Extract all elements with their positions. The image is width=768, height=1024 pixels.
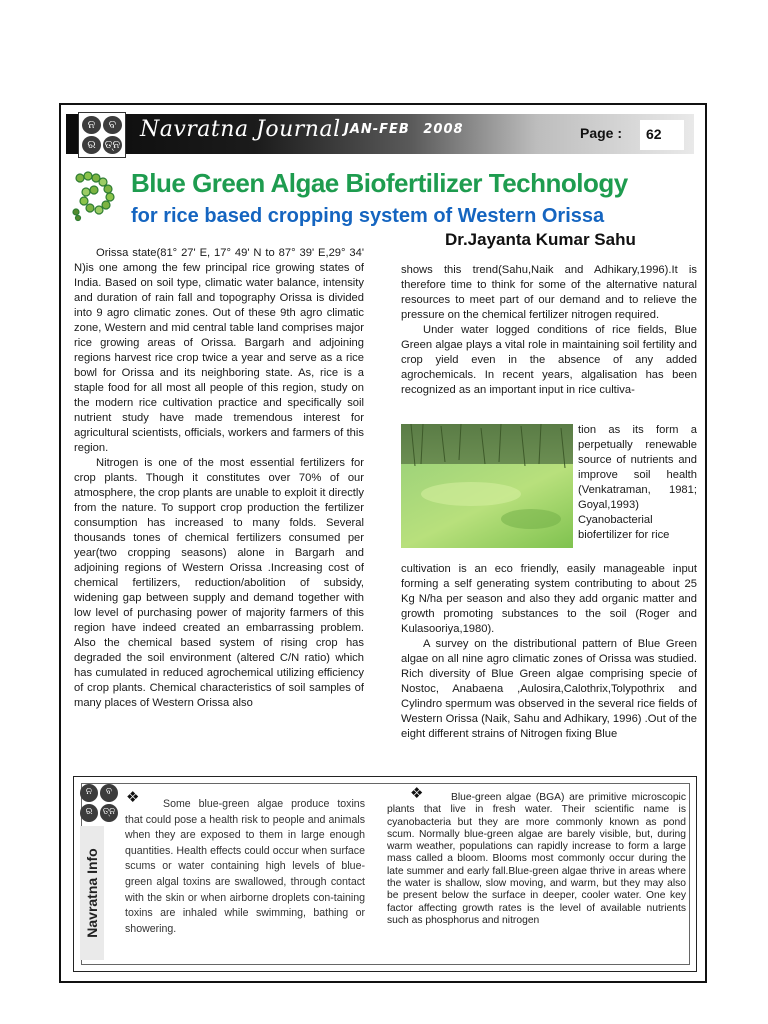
logo-glyph: ତ୍ନ: [100, 804, 118, 822]
paragraph: shows this trend(Sahu,Naik and Adhikary,1996).It is therefore time to think for some of the alternative natural resources to meet part of our demand and to relieve the pressure on the chemical fertilizer nitrogen required.: [401, 264, 697, 321]
article-title: Blue Green Algae Biofertilizer Technology: [131, 168, 628, 198]
logo-glyph: ବ: [100, 784, 118, 802]
text-beside-photo: [578, 423, 697, 543]
bullet-icon: ❖: [410, 784, 424, 802]
rice-field-photo: [401, 424, 573, 548]
logo-glyph: ର: [82, 136, 101, 154]
logo-glyph: ର: [80, 804, 98, 822]
page-number: 62: [646, 126, 662, 142]
paragraph: Nitrogen is one of the most essential fertilizers for crop plants. Though it constitutes over 70% of our atmosphere, the crop plants are unable to exploit it directly from the nature. To support crop production the fertilizer consumption has increased to many folds. Several thousands tones of chemical fertilizers consumed per year(two cropping seasons) alone in Bargarh and adjoining regions of Western Orissa .Increasing cost of chemical fertilizers, reduction/abolition of subsidy, widening gap between supply and demand together with low level of purchasing power of majority farmers of this region have indeed created an embarrassing problem. Also the chemical based system of rising crop has degraded the soil environment (altered C/N ratio) which has cumulated in reduced agrochemical utilizing efficiency of crop plants. Chemical characteristics of soil samples of many places of Western Orissa also: [74, 457, 364, 709]
paragraph: Under water logged conditions of rice fields, Blue Green algae plays a vital role in maintaining soil fertility and crop yield even in the absence of any added agrochemicals. In recent years, algalisation has been recognized as an important input in rice cultiva-: [401, 324, 697, 396]
info-logo: [80, 784, 118, 822]
column-left: [74, 246, 364, 711]
info-side-label: Navratna Info: [84, 848, 100, 938]
article-author: Dr.Jayanta Kumar Sahu: [445, 230, 636, 249]
algae-icon: [70, 168, 126, 224]
info-paragraph: Blue-green algae (BGA) are primitive microscopic plants that live in fresh water. Their scientific name is cyanobacteria but they are more commonly known as pond scum. Normally blue-green algae are barely visible, but, during warm weather, populations can rapidly increase to form a large mass called a bloom. Blooms most commonly occur during the late summer and early fall.Blue-green algae thrive in areas where the water is shallow, slow moving, and warm, but they may also be present below the surface in deeper, cooler water. One key factor affecting growth rates is the level of available nutrients such as phosphorus and nitrogen: [387, 792, 686, 926]
column-right-bottom: [401, 562, 697, 742]
paragraph: cultivation is an eco friendly, easily manageable input forming a self generating system contributing to about 25 Kg N/ha per season and also they add organic matter and growth promoting substances to the soil (Roger and Kulasooriya,1980).: [401, 563, 697, 635]
logo-glyph: ତ୍ନ: [103, 136, 122, 154]
paragraph: A survey on the distributional pattern of Blue Green algae on all nine agro climatic zones of Orissa was studied. Rich diversity of Blue Green algae comprising specie of Nostoc, Anabaena ,Aulosira,Calothrix,Tolypothrix and Cylindro spermum was observed in the several rice fields of Western Orissa (Naik, Sahu and Adhikary, 1996) .Out of the eight different strains of Nitrogen fixing Blue: [401, 638, 697, 740]
logo-glyph: ନ: [80, 784, 98, 802]
page-label: Page :: [580, 125, 623, 141]
info-text-right: [387, 792, 686, 927]
info-paragraph: Some blue-green algae produce toxins that could pose a health risk to people and animals when they are exposed to them in large enough quantities. Health effects could occur when surface scums or water containing high levels of blue-green algal toxins are swallowed, through contact with the skin or when airborne droplets con-taining toxins are inhaled while swimming, bathing or showering.: [125, 798, 365, 935]
logo-glyph: ନ: [82, 116, 101, 134]
bullet-icon: ❖: [126, 788, 140, 806]
paragraph: Orissa state(81° 27' E, 17° 49' N to 87° 39' E,29° 34' N)is one among the few principal rice growing states of India. Based on soil type, climatic water balance, intensity and duration of rain fall and topography Orissa is divided into 9 agro climatic zones. Out of these 9th agro climatic zone, Western and mid central table land comprises major rice growing areas of Orissa. Bargarh and adjoining regions harvest rice crop twice a year and serve as a rice bowl for Orissa and its neighboring state. As, rice is a staple food for all most all people of this region, study on the modern rice cultivation practice and specifically soil nutrient study have made tremendous interest for agricultural scientists, officials, workers and farmers of this region.: [74, 247, 364, 454]
issue-date: JAN-FEB 2008: [344, 122, 464, 137]
article-subtitle: for rice based cropping system of Western Orissa: [131, 205, 605, 227]
journal-name: Navratna Journal: [140, 117, 341, 142]
journal-logo: [78, 112, 126, 158]
info-text-left: [125, 797, 365, 937]
column-right-top: [401, 263, 697, 398]
logo-glyph: ବ: [103, 116, 122, 134]
paragraph: tion as its form a perpetually renewable source of nutrients and improve soil health (Venkatraman, 1981; Goyal,1993) Cyanobacterial biofertilizer for rice: [578, 424, 697, 541]
